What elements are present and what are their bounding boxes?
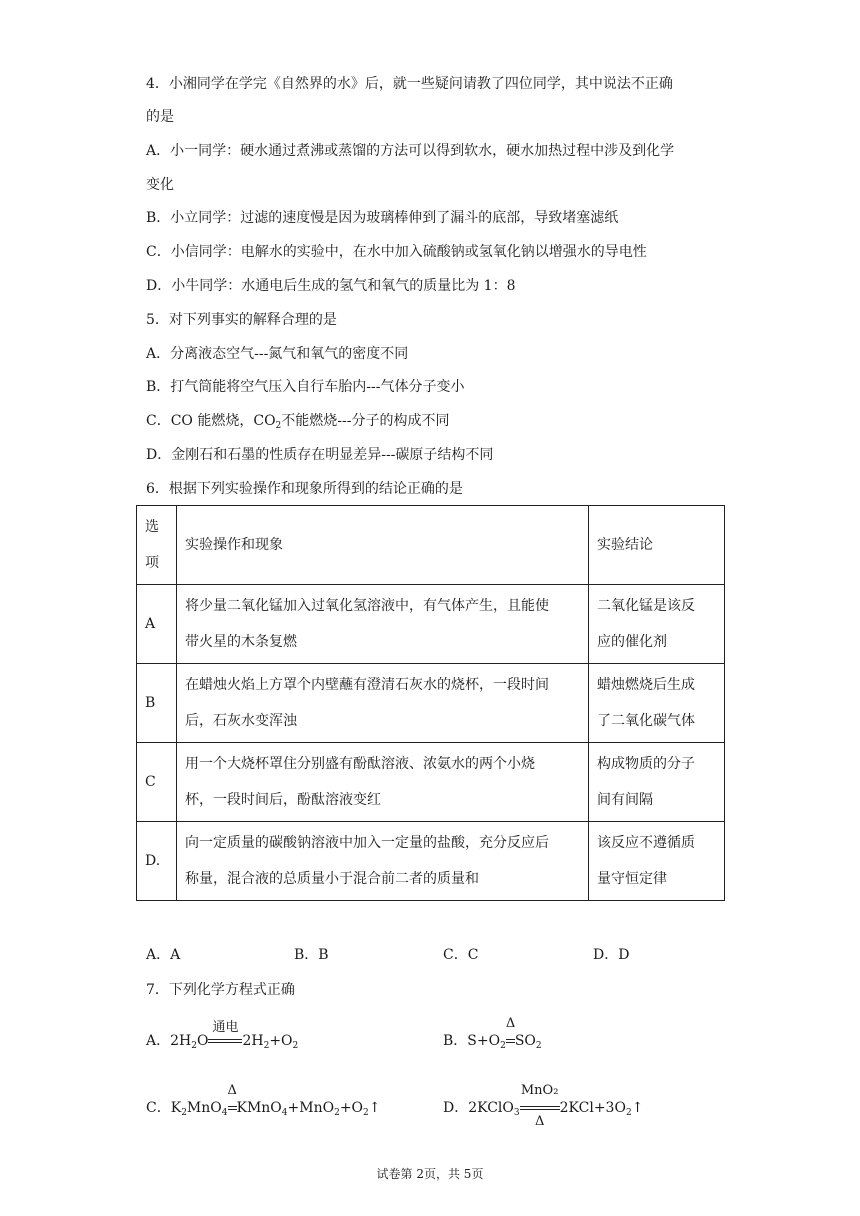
q6-row-operation-l2: 杯，一段时间后，酚酞溶液变红 xyxy=(185,792,381,808)
q5-stem: 5．对下列事实的解释合理的是 xyxy=(146,312,337,328)
q6-row-operation-l1: 用一个大烧杯罩住分别盛有酚酞溶液、浓氨水的两个小烧 xyxy=(185,756,535,772)
q6-choice-d: D．D xyxy=(593,947,630,963)
q6-header-option-l1: 选 xyxy=(145,519,159,535)
q7-option-d-label: D． xyxy=(443,1100,469,1116)
q6-row-result-l2: 量守恒定律 xyxy=(597,871,667,887)
q4-stem-line1: 4．小湘同学在学完《自然界的水》后，就一些疑问请教了四位同学，其中说法不正确 xyxy=(146,76,673,92)
q7-option-b-condition xyxy=(505,1016,516,1049)
q6-row-option: D. xyxy=(137,822,177,901)
q7-option-b-label: B． xyxy=(443,1033,468,1049)
q7-option-d: D．2KClO$_3$ MnO₂ Δ $2KCl+3O_2↑$ xyxy=(443,1083,644,1129)
q6-row-operation-l2: 后，石灰水变浑浊 xyxy=(185,713,297,729)
q4-option-a-line1: A．小一同学：硬水通过煮沸或蒸馏的方法可以得到软水，硬水加热过程中涉及到化学 xyxy=(146,143,675,159)
q7-option-a-cond-top: 通电 xyxy=(212,1020,239,1035)
q7-option-a: A．$2H_2O$ 通电 $2H_2+O_2$ xyxy=(146,1030,298,1051)
q4-option-a-line2: 变化 xyxy=(146,177,174,193)
q5-option-c-pre: C．CO 能燃烧，CO xyxy=(146,413,276,429)
q6-row-option: C xyxy=(137,743,177,822)
q6-row-operation-l1: 在蜡烛火焰上方罩个内壁蘸有澄清石灰水的烧杯，一段时间 xyxy=(185,677,549,693)
q6-header-result: 实验结论 xyxy=(589,506,725,585)
q6-row-result xyxy=(589,743,725,822)
q6-row-result xyxy=(589,822,725,901)
q6-choice-a: A．A xyxy=(146,947,181,963)
q6-row-operation-l1: 将少量二氧化锰加入过氧化氢溶液中，有气体产生，且能使 xyxy=(185,598,549,614)
q6-header-operation: 实验操作和现象 xyxy=(177,506,589,585)
q6-row-operation xyxy=(177,743,589,822)
q6-row-operation xyxy=(177,822,589,901)
q5-option-a: A．分离液态空气---氮气和氧气的密度不同 xyxy=(146,346,409,362)
q7-option-c-label: C． xyxy=(146,1100,171,1116)
q7-option-b: B．$S+O_2$ Δ $SO_2$ xyxy=(443,1016,542,1051)
q6-row-operation-l2: 带火星的木条复燃 xyxy=(185,634,297,650)
q6-row-result-l1: 蜡烛燃烧后生成 xyxy=(597,677,695,693)
q6-row-operation xyxy=(177,585,589,664)
q5-option-c xyxy=(146,411,449,436)
q7-option-a-label: A． xyxy=(146,1033,171,1049)
q6-row-result-l2: 应的催化剂 xyxy=(597,634,667,650)
q6-choice-b: B．B xyxy=(294,947,329,963)
q5-option-c-sub: 2 xyxy=(275,421,282,431)
q5-option-c-post: 不能燃烧---分子的构成不同 xyxy=(281,413,450,429)
q7-option-c-cond-top: Δ xyxy=(227,1083,237,1098)
q6-row-result-l2: 间有间隔 xyxy=(597,792,653,808)
q4-option-d: D．小牛同学：水通电后生成的氢气和氧气的质量比为 1：8 xyxy=(146,278,516,294)
q6-header-option xyxy=(137,506,177,585)
q6-row-operation-l2: 称量，混合液的总质量小于混合前二者的质量和 xyxy=(185,871,479,887)
q6-row-result-l1: 构成物质的分子 xyxy=(597,756,695,772)
page-footer: 试卷第 2页，共 5页 xyxy=(376,1167,484,1181)
q5-option-b: B．打气筒能将空气压入自行车胎内---气体分子变小 xyxy=(146,379,465,395)
q6-header-option-l2: 项 xyxy=(145,555,159,571)
q6-stem: 6．根据下列实验操作和现象所得到的结论正确的是 xyxy=(146,481,463,497)
q4-option-c: C．小信同学：电解水的实验中，在水中加入硫酸钠或氢氧化钠以增强水的导电性 xyxy=(146,244,647,260)
q6-row-result xyxy=(589,585,725,664)
q6-row-operation xyxy=(177,664,589,743)
q7-option-c: C．$K_2MnO_4$ Δ $KMnO_4+MnO_2+O_2↑$ xyxy=(146,1083,381,1118)
q7-option-b-cond-top: Δ xyxy=(505,1016,516,1031)
q6-row-result-l2: 了二氧化碳气体 xyxy=(597,713,695,729)
q7-option-a-condition xyxy=(208,1020,242,1049)
q6-row-result-l1: 该反应不遵循质 xyxy=(597,835,695,851)
q7-option-d-condition xyxy=(520,1083,560,1129)
q6-row-result-l1: 二氧化锰是该反 xyxy=(597,598,695,614)
q6-choice-c: C．C xyxy=(443,947,479,963)
table-row xyxy=(137,664,725,743)
q7-option-d-cond-bottom: Δ xyxy=(534,1114,545,1129)
q4-option-b: B．小立同学：过滤的速度慢是因为玻璃棒伸到了漏斗的底部，导致堵塞滤纸 xyxy=(146,210,619,226)
q6-table-header xyxy=(137,506,725,585)
q6-table xyxy=(136,505,725,901)
table-row xyxy=(137,585,725,664)
q4-stem-line2: 的是 xyxy=(146,109,174,125)
q5-option-d: D．金刚石和石墨的性质存在明显差异---碳原子结构不同 xyxy=(146,447,494,463)
q6-row-option: B xyxy=(137,664,177,743)
q6-row-option: A xyxy=(137,585,177,664)
q6-row-operation-l1: 向一定质量的碳酸钠溶液中加入一定量的盐酸，充分反应后 xyxy=(185,835,549,851)
q7-stem: 7．下列化学方程式正确 xyxy=(146,982,295,998)
q7-option-d-cond-top: MnO₂ xyxy=(520,1083,559,1098)
table-row xyxy=(137,822,725,901)
q7-option-c-condition xyxy=(227,1083,237,1116)
table-row xyxy=(137,743,725,822)
q6-row-result xyxy=(589,664,725,743)
